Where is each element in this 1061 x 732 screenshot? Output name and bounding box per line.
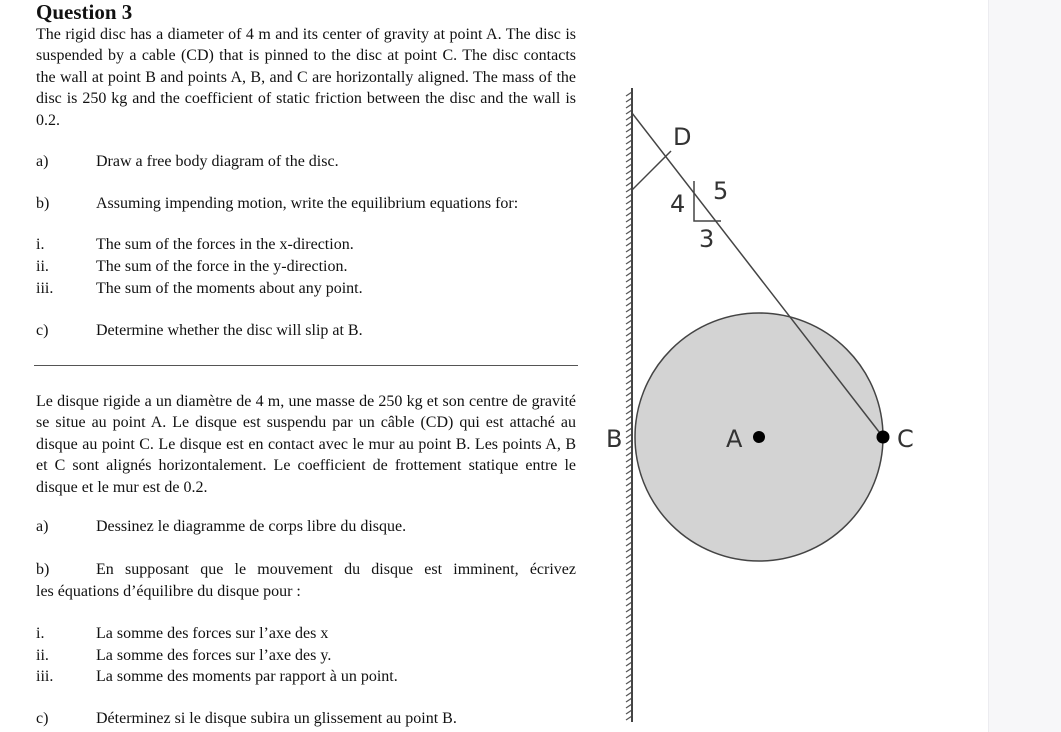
item-label: c): [36, 710, 49, 727]
item-text: Determine whether the disc will slip at B.: [96, 322, 363, 339]
item-text: The sum of the force in the y-direction.: [96, 258, 348, 275]
french-intro: Le disque rigide a un diamètre de 4 m, une masse de 250 kg et son centre de gravité se situe au point A. Le disque est suspendu par un câble (CD) qui est attaché au disque au point C. Le disque est en contact avec le mur au point B. Les points A, B et C sont alignés horizontalement. Le coefficient de frottement statique entre le disque et le mur est de 0.2.: [36, 393, 576, 496]
item-text-line2: les équations d’équilibre du disque pour :: [36, 583, 301, 600]
side-panel: [988, 0, 1061, 732]
item-text: The sum of the moments about any point.: [96, 280, 363, 297]
item-label: c): [36, 322, 49, 339]
point-c: [877, 431, 890, 444]
item-label: i.: [36, 625, 45, 642]
item-label: iii.: [36, 280, 54, 297]
slope-hyp-label: 5: [713, 177, 729, 205]
section-divider: [34, 365, 578, 366]
item-text-line1: En supposant que le mouvement du disque est imminent, écrivez: [96, 561, 576, 578]
item-label: ii.: [36, 647, 49, 664]
bracket-strut: [632, 151, 671, 190]
question-title: Question 3: [36, 0, 133, 24]
english-intro: The rigid disc has a diameter of 4 m and its center of gravity at point A. The disc is suspended by a cable (CD) that is pinned to the disc at point C. The disc contacts the wall at point B and points A, B, and C are horizontally aligned. The mass of the disc is 250 kg and the coefficient of static friction between the disc and the wall is 0.2.: [36, 26, 576, 129]
item-text: La somme des moments par rapport à un point.: [96, 668, 398, 685]
item-label: a): [36, 518, 49, 535]
item-label: iii.: [36, 668, 54, 685]
item-label: a): [36, 153, 49, 170]
slope-run-label: 3: [699, 225, 715, 253]
item-text: Assuming impending motion, write the equilibrium equations for:: [96, 195, 519, 212]
item-text: Dessinez le diagramme de corps libre du disque.: [96, 518, 407, 535]
item-text: Déterminez si le disque subira un glissement au point B.: [96, 710, 457, 727]
french-item-b: [36, 559, 576, 603]
item-text: Draw a free body diagram of the disc.: [96, 153, 339, 170]
point-a: [753, 431, 765, 443]
item-text: La somme des forces sur l’axe des x: [96, 625, 329, 642]
item-label: ii.: [36, 258, 49, 275]
item-label: b): [36, 561, 50, 578]
slope-rise-label: 4: [670, 190, 686, 218]
label-a: A: [726, 425, 743, 453]
disc-figure: [600, 82, 920, 727]
label-d: D: [673, 123, 692, 151]
item-label: b): [36, 195, 50, 212]
label-b: B: [606, 425, 623, 453]
item-text: The sum of the forces in the x-direction.: [96, 236, 354, 253]
item-text: La somme des forces sur l’axe des y.: [96, 647, 332, 664]
item-label: i.: [36, 236, 45, 253]
label-c: C: [897, 425, 914, 453]
